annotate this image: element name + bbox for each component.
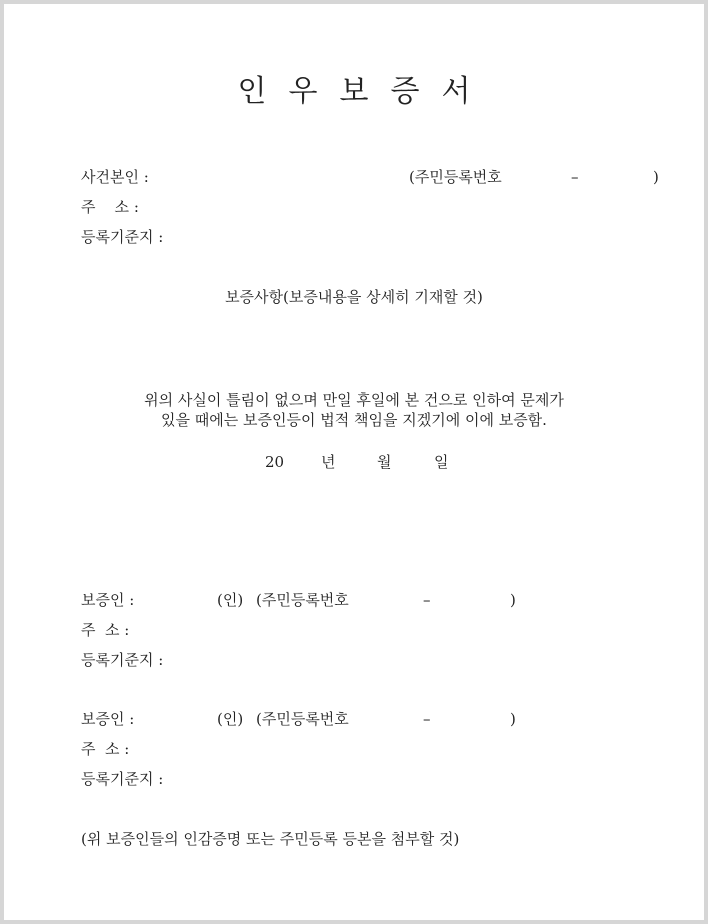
date-year-label: 년	[321, 453, 336, 471]
date-century: 20	[265, 453, 285, 471]
guarantor-1-name-label: 보증인 :	[81, 591, 135, 609]
guarantor-1-rrn-dash: –	[423, 591, 431, 609]
principal-address-label: 주 소 :	[81, 198, 139, 216]
principal-rrn-close: )	[653, 168, 659, 186]
guarantor-2-name-label: 보증인 :	[81, 710, 135, 728]
attachment-footnote: (위 보증인들의 인감증명 또는 주민등록 등본을 첨부할 것)	[81, 830, 460, 848]
title-char: 보	[339, 74, 369, 109]
principal-rrn-dash: –	[571, 168, 579, 186]
guarantor-1-rrn-open: (주민등록번호	[256, 591, 349, 609]
guarantor-1-address-label: 주 소 :	[81, 621, 130, 639]
guarantor-1-domicile-label: 등록기준지 :	[81, 651, 164, 669]
principal-rrn-open: (주민등록번호	[409, 168, 502, 186]
guarantor-2-seal: (인)	[217, 710, 244, 728]
statement-line-1: 위의 사실이 틀림이 없으며 만일 후일에 본 건으로 인하여 문제가	[144, 391, 564, 409]
guarantor-1-rrn-close: )	[510, 591, 516, 609]
guarantor-2-rrn-open: (주민등록번호	[256, 710, 349, 728]
principal-name-label: 사건본인 :	[81, 168, 149, 186]
date-day-label: 일	[434, 453, 449, 471]
guarantor-2-domicile-label: 등록기준지 :	[81, 770, 164, 788]
title-char: 인	[237, 74, 267, 109]
title-char: 증	[390, 74, 420, 109]
title-char: 우	[288, 74, 318, 109]
guarantor-1-seal: (인)	[217, 591, 244, 609]
title-char: 서	[441, 74, 471, 109]
date-month-label: 월	[377, 453, 392, 471]
document-title	[4, 66, 704, 110]
principal-domicile-label: 등록기준지 :	[81, 228, 164, 246]
guarantor-2-rrn-dash: –	[423, 710, 431, 728]
guarantor-2-rrn-close: )	[510, 710, 516, 728]
document-page	[4, 4, 704, 920]
guarantee-items-label: 보증사항(보증내용을 상세히 기재할 것)	[225, 288, 483, 306]
statement-line-2: 있을 때에는 보증인등이 법적 책임을 지겠기에 이에 보증함.	[161, 411, 547, 429]
guarantor-2-address-label: 주 소 :	[81, 740, 130, 758]
